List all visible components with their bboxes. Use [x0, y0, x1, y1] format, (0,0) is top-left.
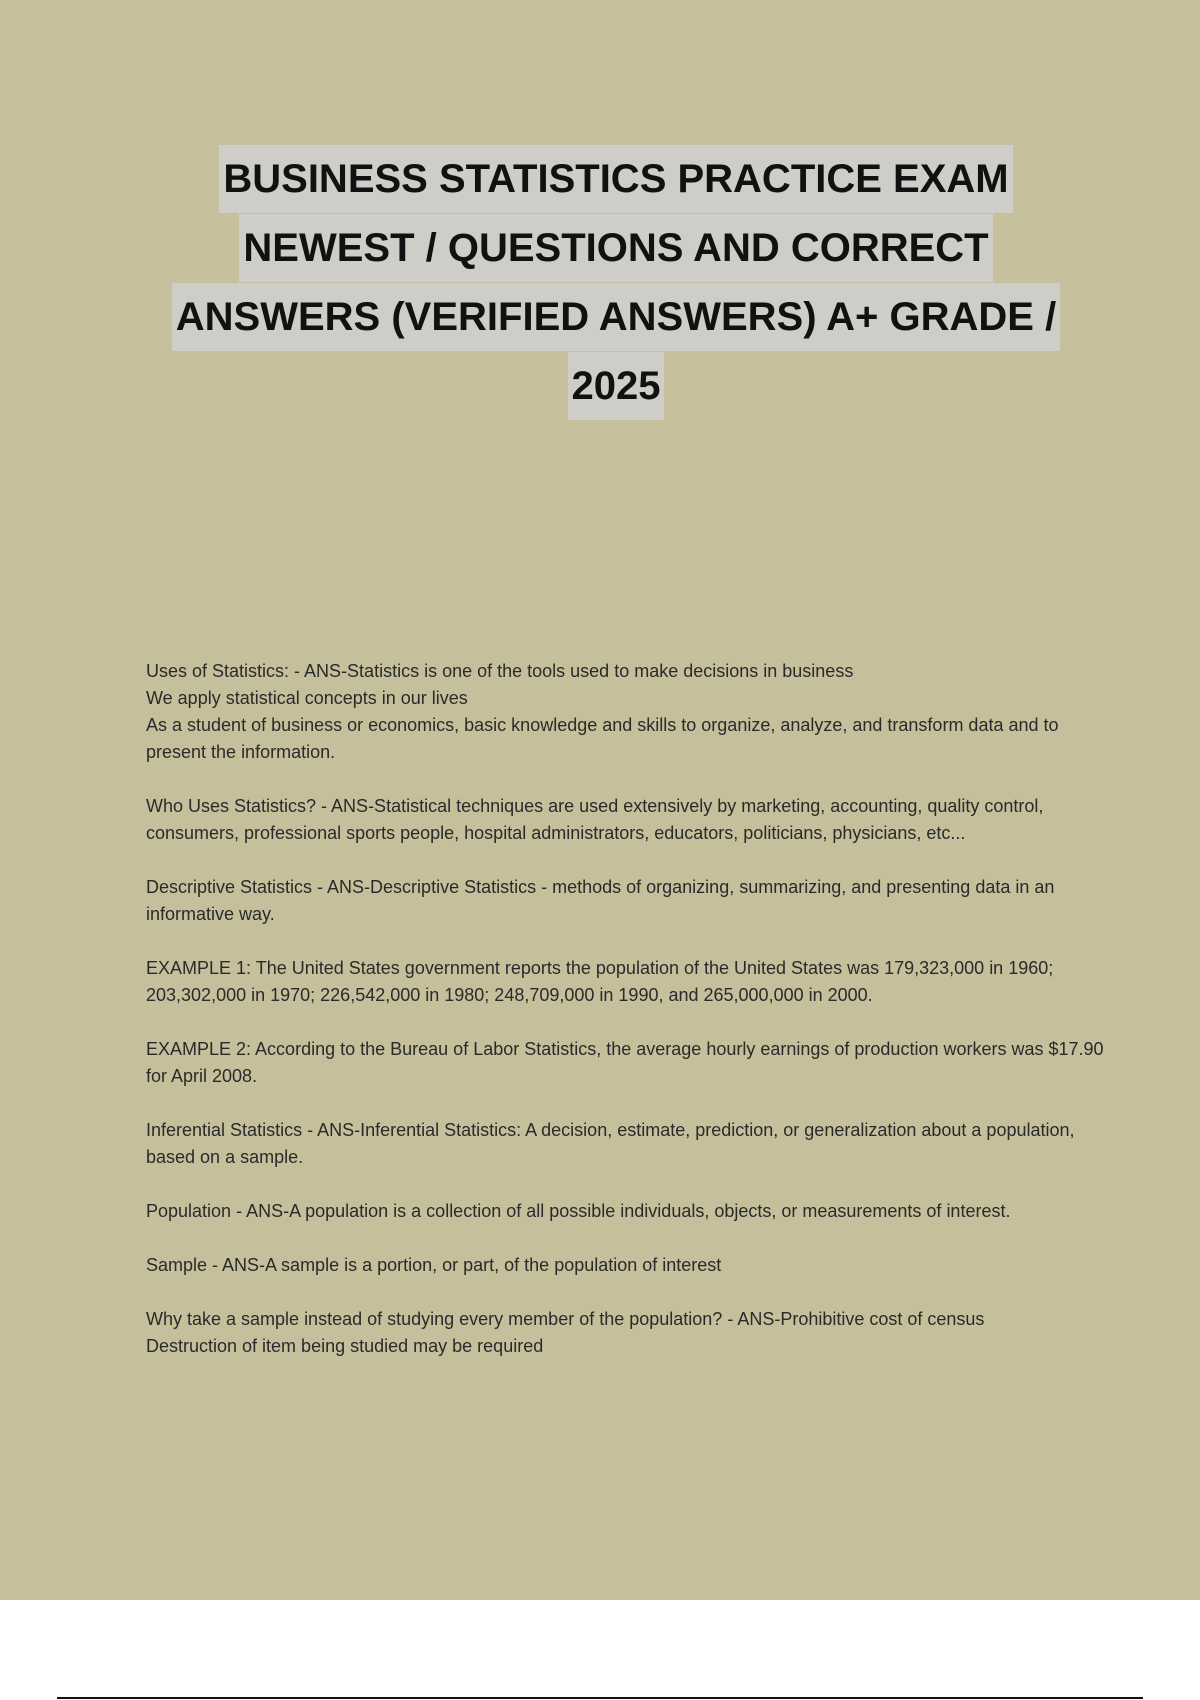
- qa-entry-who-uses-statistics: [146, 793, 1106, 847]
- qa-entry-sample: [146, 1252, 1106, 1279]
- paragraph-line: Why take a sample instead of studying every member of the population? - ANS-Prohibitive cost of census: [146, 1309, 985, 1329]
- paragraph-line: Population - ANS-A population is a collection of all possible individuals, objects, or measurements of interest.: [146, 1201, 1011, 1221]
- title-line: BUSINESS STATISTICS PRACTICE EXAM: [219, 145, 1012, 213]
- qa-entry-uses-of-statistics: [146, 658, 1106, 766]
- qa-entry-descriptive-statistics: [146, 874, 1106, 928]
- paragraph-line: EXAMPLE 1: The United States government reports the population of the United States was 179,323,000 in 1960; 203,302,000 in 1970; 226,542,000 in 1980; 248,709,000 in 1990, and 265,000,000 in 2000.: [146, 958, 1054, 1005]
- paragraph-line: Uses of Statistics: - ANS-Statistics is one of the tools used to make decisions in business: [146, 661, 854, 681]
- qa-entry-why-take-a-sample: [146, 1306, 1106, 1360]
- qa-entry-population: [146, 1198, 1106, 1225]
- paragraph-line: We apply statistical concepts in our lives: [146, 688, 468, 708]
- title-line: ANSWERS (VERIFIED ANSWERS) A+ GRADE /: [172, 283, 1060, 351]
- title-line: NEWEST / QUESTIONS AND CORRECT: [239, 214, 992, 282]
- example-1: [146, 955, 1106, 1009]
- paragraph-line: EXAMPLE 2: According to the Bureau of Labor Statistics, the average hourly earnings of production workers was $17.90 for April 2008.: [146, 1039, 1104, 1086]
- example-2: [146, 1036, 1106, 1090]
- paragraph-line: Sample - ANS-A sample is a portion, or part, of the population of interest: [146, 1255, 722, 1275]
- document-body: [146, 658, 1106, 1387]
- document-title: [100, 145, 1132, 421]
- paragraph-line: Destruction of item being studied may be required: [146, 1336, 544, 1356]
- paragraph-line: Descriptive Statistics - ANS-Descriptive Statistics - methods of organizing, summarizing, and presenting data in an informative way.: [146, 877, 1055, 924]
- title-line: 2025: [568, 352, 665, 420]
- qa-entry-inferential-statistics: [146, 1117, 1106, 1171]
- paragraph-line: As a student of business or economics, basic knowledge and skills to organize, analyze, and transform data and to present the information.: [146, 715, 1059, 762]
- footer-divider: [57, 1697, 1143, 1699]
- paragraph-line: Who Uses Statistics? - ANS-Statistical techniques are used extensively by marketing, accounting, quality control, consumers, professional sports people, hospital administrators, educators, politicians, physicians, etc...: [146, 796, 1044, 843]
- paragraph-line: Inferential Statistics - ANS-Inferential Statistics: A decision, estimate, prediction, or generalization about a population, based on a sample.: [146, 1120, 1075, 1167]
